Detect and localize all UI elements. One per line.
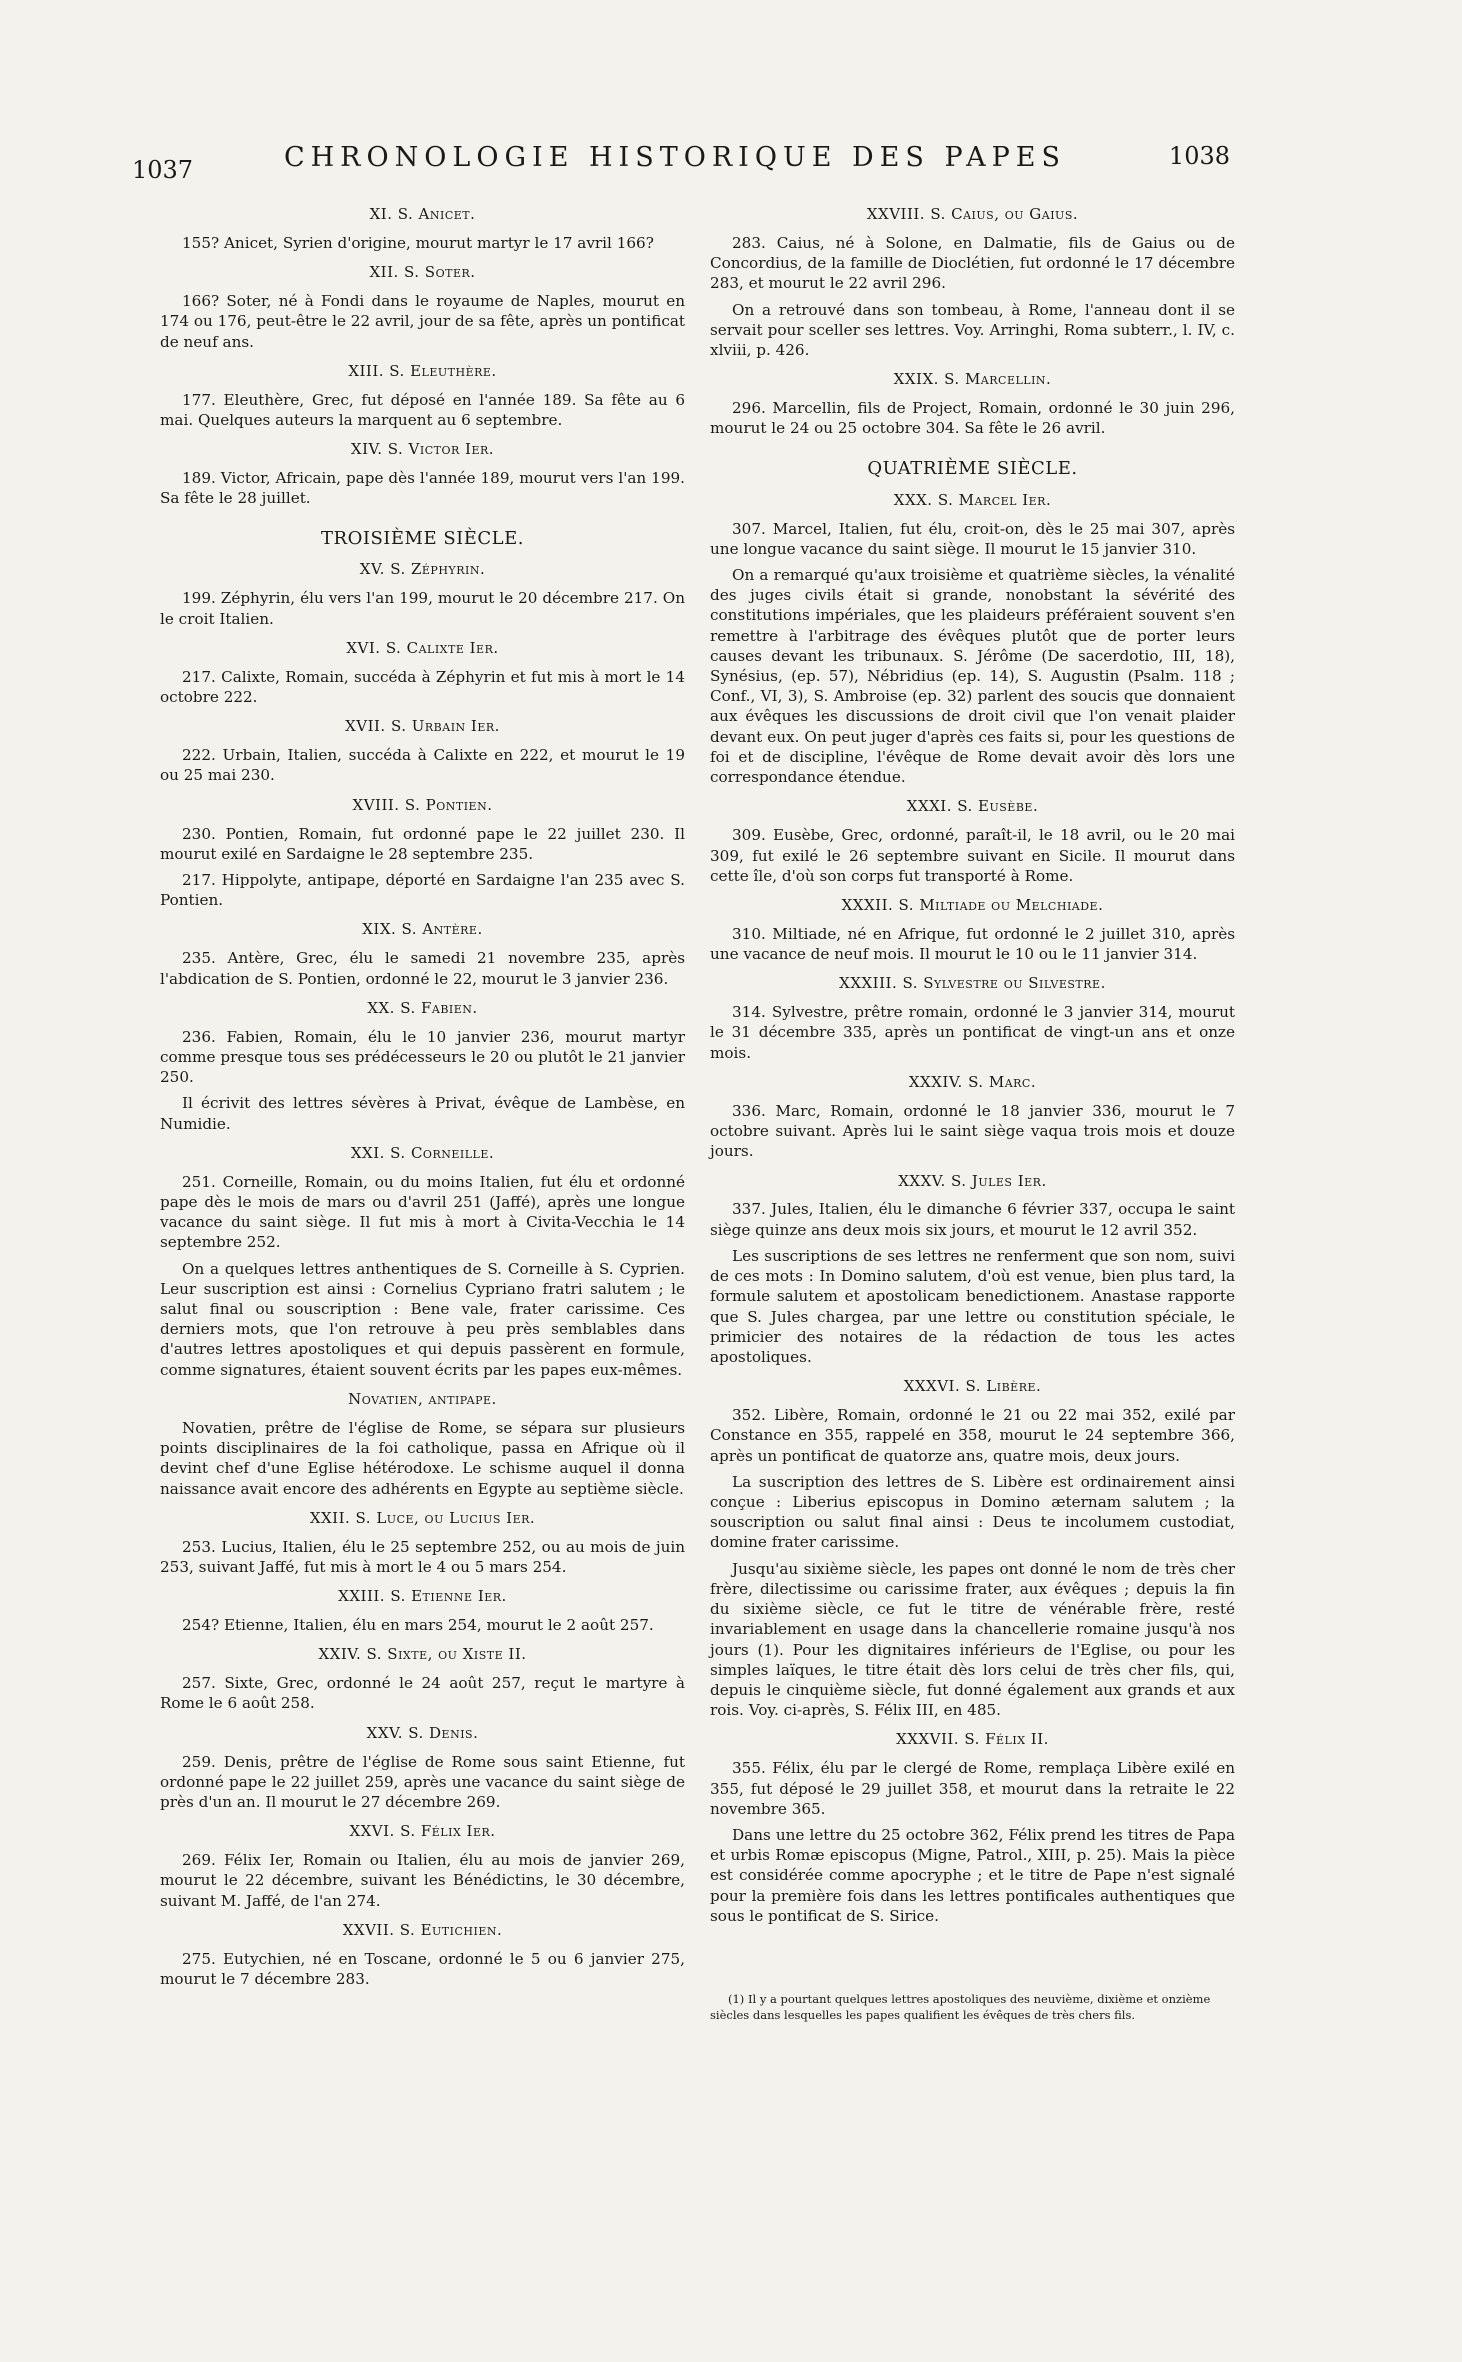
paragraph: 337. Jules, Italien, élu le dimanche 6 février 337, occupa le saint siège quinze ans deux mois six jours, et mourut le 12 avril 352. — [710, 1200, 1235, 1239]
section-heading: Novatien, antipape. — [348, 1389, 497, 1408]
section-heading: XXVII. S. Eutichien. — [342, 1920, 503, 1939]
section-heading: XXVI. S. Félix Ier. — [349, 1822, 496, 1841]
paragraph: Dans une lettre du 25 octobre 362, Félix prend les titres de Papa et urbis Romæ episcopus (Migne, Patrol., XIII, p. 25). Mais la pièce est considérée comme apocryphe ; et le titre de Pape n'est signalé pour la première fois dans les lettres pontificales authentiques que sous le pontificat de S. Sirice. — [710, 1826, 1235, 1925]
paragraph: 314. Sylvestre, prêtre romain, ordonné le 3 janvier 314, mourut le 31 décembre 335, après un pontificat de vingt-un ans et onze mois. — [710, 1003, 1235, 1062]
page-number-right: 1038 — [1168, 142, 1230, 170]
paragraph: 309. Eusèbe, Grec, ordonné, paraît-il, le 18 avril, ou le 20 mai 309, fut exilé le 26 septembre suivant en Sicile. Il mourut dans cette île, d'où son corps fut transporté à Rome. — [710, 826, 1235, 885]
section-heading: XXXI. S. Eusèbe. — [906, 797, 1039, 816]
section-heading: XXXII. S. Miltiade ou Melchiade. — [841, 895, 1104, 914]
section-heading: XIX. S. Antère. — [362, 920, 483, 939]
paragraph: 296. Marcellin, fils de Project, Romain, ordonné le 30 juin 296, mourut le 24 ou 25 octobre 304. Sa fête le 26 avril. — [710, 399, 1235, 438]
section-heading: XXII. S. Luce, ou Lucius Ier. — [309, 1508, 536, 1527]
right-column — [710, 195, 1235, 2023]
paragraph: Jusqu'au sixième siècle, les papes ont donné le nom de très cher frère, dilectissime ou carissime frater, aux évêques ; depuis la fin du sixième siècle, ce fut le titre de vénérable frère, resté invariablement en usage dans la chancellerie romaine jusqu'à nos jours (1). Pour les dignitaires inférieurs de l'Eglise, ou pour les simples laïques, le titre était dès lors celui de très cher fils, qui, depuis le cinquième siècle, fut donné également aux grands et aux rois. Voy. ci-après, S. Félix III, en 485. — [710, 1559, 1235, 1720]
section-heading: XXXIV. S. Marc. — [908, 1072, 1037, 1091]
paragraph: On a retrouvé dans son tombeau, à Rome, l'anneau dont il se servait pour sceller ses lettres. Voy. Arringhi, Roma subterr., l. IV, c. xlviii, p. 426. — [710, 300, 1235, 360]
section-heading: XXIX. S. Marcellin. — [893, 370, 1052, 389]
paragraph: 352. Libère, Romain, ordonné le 21 ou 22 mai 352, exilé par Constance en 355, rappelé en 358, mourut le 24 septembre 366, après un pontificat de quatorze ans, quatre mois, deux jours. — [710, 1406, 1235, 1465]
section-heading: XI. S. Anicet. — [369, 205, 476, 223]
section-heading: XXXVII. S. Félix II. — [896, 1730, 1049, 1749]
paragraph: 253. Lucius, Italien, élu le 25 septembre 252, ou au mois de juin 253, suivant Jaffé, fut mis à mort le 4 ou 5 mars 254. — [160, 1537, 685, 1576]
page-header — [120, 136, 1230, 186]
section-heading: XIII. S. Eleuthère. — [348, 361, 497, 380]
paragraph: 199. Zéphyrin, élu vers l'an 199, mourut le 20 décembre 217. On le croit Italien. — [160, 589, 685, 628]
paragraph: 236. Fabien, Romain, élu le 10 janvier 236, mourut martyr comme presque tous ses prédécesseurs le 20 ou plutôt le 21 janvier 250. — [160, 1027, 685, 1087]
section-heading: XV. S. Zéphyrin. — [359, 560, 486, 579]
running-title: CHRONOLOGIE HISTORIQUE DES PAPES — [283, 142, 1067, 173]
section-heading: XXX. S. Marcel Ier. — [893, 490, 1052, 509]
paragraph: 166? Soter, né à Fondi dans le royaume de Naples, mourut en 174 ou 176, peut-être le 22 avril, jour de sa fête, après un pontificat de neuf ans. — [160, 292, 685, 351]
paragraph: 355. Félix, élu par le clergé de Rome, remplaça Libère exilé en 355, fut déposé le 29 juillet 358, et mourut dans la retraite le 22 novembre 365. — [710, 1759, 1235, 1818]
left-column — [160, 195, 685, 1995]
paragraph: 269. Félix Ier, Romain ou Italien, élu au mois de janvier 269, mourut le 22 décembre, suivant les Bénédictins, le 30 décembre, suivant M. Jaffé, de l'an 274. — [160, 1851, 685, 1910]
paragraph: 177. Eleuthère, Grec, fut déposé en l'année 189. Sa fête au 6 mai. Quelques auteurs la marquent au 6 septembre. — [160, 390, 685, 429]
paragraph: 230. Pontien, Romain, fut ordonné pape le 22 juillet 230. Il mourut exilé en Sardaigne le 28 septembre 235. — [160, 824, 685, 863]
paragraph: 217. Hippolyte, antipape, déporté en Sardaigne l'an 235 avec S. Pontien. — [160, 870, 685, 910]
section-heading: XXIV. S. Sixte, ou Xiste II. — [318, 1645, 527, 1664]
paragraph: 251. Corneille, Romain, ou du moins Italien, fut élu et ordonné pape dès le mois de mars ou d'avril 251 (Jaffé), après une longue vacance du saint siège. Il fut mis à mort à Civita-Vecchia le 14 septembre 252. — [160, 1172, 685, 1252]
paragraph: 275. Eutychien, né en Toscane, ordonné le 5 ou 6 janvier 275, mourut le 7 décembre 283. — [160, 1949, 685, 1988]
footnote: (1) Il y a pourtant quelques lettres apostoliques des neuvième, dixième et onzième siècles dans lesquelles les papes qualifient les évêques de très chers fils. — [710, 1992, 1211, 2022]
paragraph: La suscription des lettres de S. Libère est ordinairement ainsi conçue : Liberius episcopus in Domino æternam salutem ; la souscription ou salut final ainsi : Deus te incolumem custodiat, domine frater carissime. — [710, 1472, 1235, 1552]
section-heading: XII. S. Soter. — [369, 263, 476, 282]
section-heading: XVI. S. Calixte Ier. — [346, 638, 499, 657]
paragraph: 310. Miltiade, né en Afrique, fut ordonné le 2 juillet 310, après une vacance de neuf mois. Il mourut le 10 ou le 11 janvier 314. — [710, 924, 1235, 964]
paragraph: 259. Denis, prêtre de l'église de Rome sous saint Etienne, fut ordonné pape le 22 juillet 259, après une vacance du saint siège de près d'un an. Il mourut le 27 décembre 269. — [160, 1752, 685, 1811]
section-heading: XXXVI. S. Libère. — [903, 1377, 1042, 1396]
paragraph: Novatien, prêtre de l'église de Rome, se sépara sur plusieurs points disciplinaires de la foi catholique, passa en Afrique où il devint chef d'une Eglise hétérodoxe. Le schisme auquel il donna naissance avait encore des adhérents en Egypte au septième siècle. — [160, 1418, 685, 1498]
century-heading: QUATRIÈME SIÈCLE. — [867, 457, 1078, 479]
paragraph: 217. Calixte, Romain, succéda à Zéphyrin et fut mis à mort le 14 octobre 222. — [160, 667, 685, 706]
right-column-body — [710, 205, 1235, 1926]
paragraph: 235. Antère, Grec, élu le samedi 21 novembre 235, après l'abdication de S. Pontien, ordonné le 22, mourut le 3 janvier 236. — [160, 949, 685, 988]
section-heading: XXXV. S. Jules Ier. — [898, 1171, 1047, 1190]
paragraph: 222. Urbain, Italien, succéda à Calixte en 222, et mourut le 19 ou 25 mai 230. — [160, 746, 685, 785]
paragraph: Il écrivit des lettres sévères à Privat, évêque de Lambèse, en Numidie. — [160, 1094, 685, 1133]
paragraph: Les suscriptions de ses lettres ne renferment que son nom, suivi de ces mots : In Domino salutem, d'où est venue, bien plus tard, la formule salutem et apostolicam benedictionem. Anastase rapporte que S. Jules chargea, par une lettre ou constitution spéciale, le primicier des notaires de la rédaction de tous les actes apostoliques. — [710, 1246, 1235, 1366]
section-heading: XVIII. S. Pontien. — [352, 795, 493, 814]
paragraph: 336. Marc, Romain, ordonné le 18 janvier 336, mourut le 7 octobre suivant. Après lui le saint siège vaqua trois mois et douze jours. — [710, 1101, 1235, 1161]
section-heading: XXV. S. Denis. — [366, 1723, 479, 1742]
paragraph: On a remarqué qu'aux troisième et quatrième siècles, la vénalité des juges civils était si grande, nonobstant la sévérité des constitutions impériales, que les plaideurs préféraient souvent s'en remettre à l'arbitrage des évêques plutôt que de porter leurs causes devant les tribunaux. S. Jérôme (De sacerdotio, III, 18), Synésius, (ep. 57), Nébridius (ep. 14), S. Augustin (Psalm. 118 ; Conf., VI, 3), S. Ambroise (ep. 32) parlent des soucis que donnaient aux évêques les discussions de droit civil que l'on venait plaider devant eux. On peut juger d'après ces faits si, pour les questions de foi et de discipline, l'évêque de Rome devait avoir dès lors une correspondance étendue. — [710, 565, 1235, 787]
paragraph: 283. Caius, né à Solone, en Dalmatie, fils de Gaius ou de Concordius, de la famille de Dioclétien, fut ordonné le 17 décembre 283, et mourut le 22 avril 296. — [710, 233, 1235, 293]
section-heading: XXXIII. S. Sylvestre ou Silvestre. — [839, 974, 1106, 993]
section-heading: XX. S. Fabien. — [367, 998, 478, 1017]
paragraph: 254? Etienne, Italien, élu en mars 254, mourut le 2 août 257. — [182, 1616, 654, 1635]
section-heading: XXVIII. S. Caius, ou Gaius. — [866, 205, 1079, 223]
paragraph: 189. Victor, Africain, pape dès l'année 189, mourut vers l'an 199. Sa fête le 28 juillet. — [160, 469, 685, 508]
section-heading: XXI. S. Corneille. — [350, 1143, 495, 1162]
page-number-left: 1037 — [132, 156, 194, 184]
century-heading: TROISIÈME SIÈCLE. — [321, 527, 524, 549]
section-heading: XXIII. S. Etienne Ier. — [338, 1587, 507, 1606]
paragraph: 155? Anicet, Syrien d'origine, mourut martyr le 17 avril 166? — [182, 233, 654, 252]
section-heading: XIV. S. Victor Ier. — [350, 440, 495, 459]
paragraph: 257. Sixte, Grec, ordonné le 24 août 257, reçut le martyre à Rome le 6 août 258. — [160, 1674, 685, 1713]
paragraph: 307. Marcel, Italien, fut élu, croit-on, dès le 25 mai 307, après une longue vacance du saint siège. Il mourut le 15 janvier 310. — [710, 519, 1235, 558]
section-heading: XVII. S. Urbain Ier. — [345, 717, 500, 736]
paragraph: On a quelques lettres anthentiques de S. Corneille à S. Cyprien. Leur suscription est ainsi : Cornelius Cypriano fratri salutem ; le salut final ou souscription : Bene vale, frater carissime. Ces derniers mots, que l'on retrouve à peu près semblables dans d'autres lettres apostoliques et qui depuis passèrent en formule, comme signatures, étaient souvent écrits par les papes eux-mêmes. — [160, 1259, 685, 1379]
